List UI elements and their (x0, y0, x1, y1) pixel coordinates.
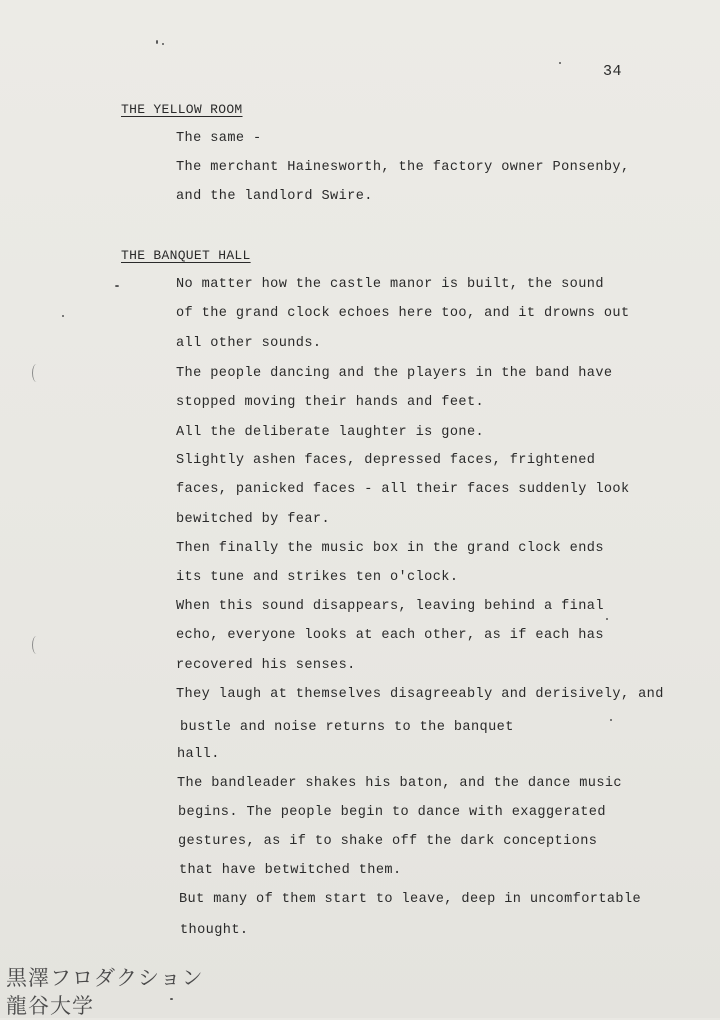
text-line: recovered his senses. (176, 658, 356, 673)
text-line: begins. The people begin to dance with exaggerated (178, 805, 606, 820)
text-line: No matter how the castle manor is built, the sound (176, 277, 604, 292)
section-heading-banquet-hall: THE BANQUET HALL (121, 248, 251, 263)
scan-speck (162, 43, 164, 45)
archive-watermark-line2: 龍谷大学 (6, 994, 94, 1018)
scan-speck (610, 719, 612, 721)
text-line: stopped moving their hands and feet. (176, 395, 485, 410)
scan-speck (156, 40, 158, 44)
scan-speck (62, 315, 64, 317)
text-line: of the grand clock echoes here too, and it drowns out (176, 306, 630, 321)
text-line: When this sound disappears, leaving behind a final (176, 599, 604, 614)
text-line: The bandleader shakes his baton, and the dance music (177, 776, 622, 791)
text-line: and the landlord Swire. (176, 189, 373, 204)
text-line: The same - (176, 131, 262, 146)
scan-speck (559, 62, 561, 64)
page-number: 34 (603, 63, 623, 80)
archive-watermark-line1: 黒澤フロダクション (6, 966, 204, 990)
text-line: that have betwitched them. (179, 863, 402, 878)
text-line: thought. (180, 923, 249, 938)
section-heading-yellow-room: THE YELLOW ROOM (121, 102, 243, 117)
text-line: echo, everyone looks at each other, as if each has (176, 628, 604, 643)
text-line: All the deliberate laughter is gone. (176, 425, 485, 440)
text-line: Slightly ashen faces, depressed faces, frightened (176, 453, 596, 468)
text-line: The merchant Hainesworth, the factory owner Ponsenby, (176, 160, 630, 175)
text-line: gestures, as if to shake off the dark conceptions (178, 834, 598, 849)
text-line: its tune and strikes ten o'clock. (176, 570, 459, 585)
text-line: They laugh at themselves disagreeably and derisively, and (176, 687, 664, 702)
text-line: Then finally the music box in the grand clock ends (176, 541, 604, 556)
scan-speck (170, 998, 173, 1000)
scan-speck (115, 285, 119, 287)
scan-speck (606, 618, 608, 620)
punch-hole-mark (32, 364, 41, 382)
text-line: But many of them start to leave, deep in uncomfortable (179, 892, 642, 907)
text-line: The people dancing and the players in the band have (176, 366, 613, 381)
text-line: all other sounds. (176, 336, 322, 351)
text-line: bustle and noise returns to the banquet (180, 720, 514, 735)
text-line: bewitched by fear. (176, 512, 331, 527)
punch-hole-mark (32, 636, 41, 654)
text-line: faces, panicked faces - all their faces suddenly look (176, 482, 630, 497)
text-line: hall. (177, 747, 220, 762)
